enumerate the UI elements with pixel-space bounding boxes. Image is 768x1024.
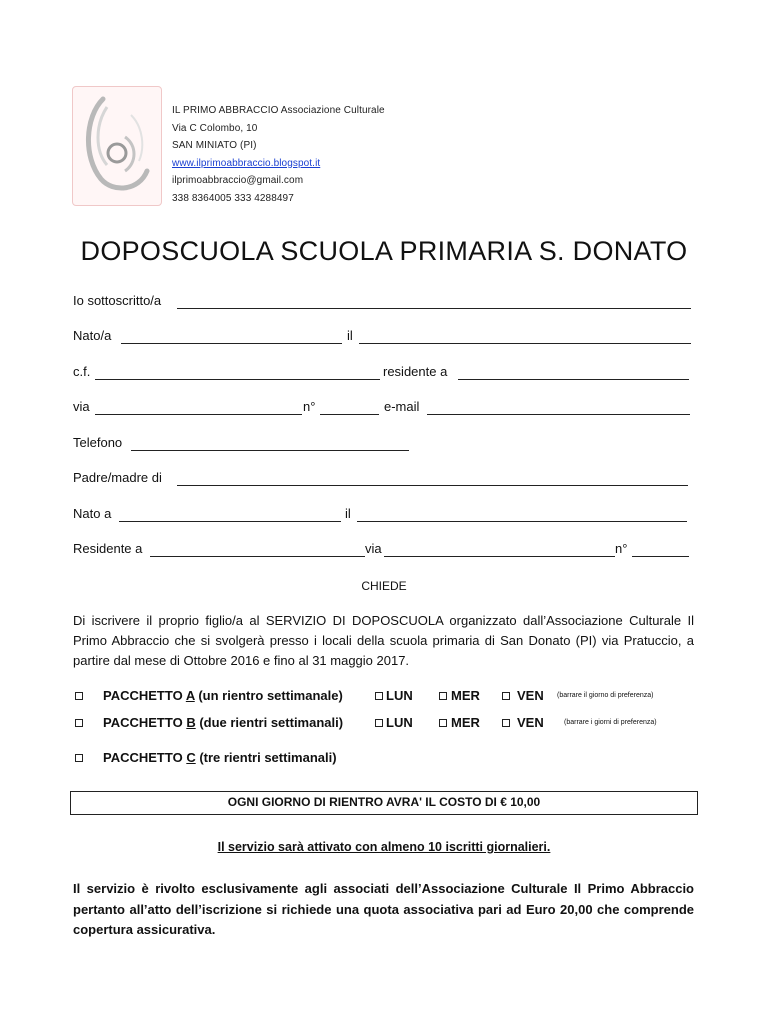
- membership-paragraph: Il servizio è rivolto esclusivamente agli associati dell’Associazione Culturale Il Primo Abbraccio pertanto all’atto dell’iscrizione si richiede una quota associativa pari ad Euro 20,00 che comprende copertura assicurativa.: [73, 881, 694, 937]
- nato-date-field[interactable]: [359, 343, 691, 344]
- nato-a-field[interactable]: [119, 521, 341, 522]
- package-b-lun-checkbox[interactable]: [375, 719, 383, 727]
- form-row-padre-madre: [73, 470, 691, 490]
- numero2-field[interactable]: [632, 556, 689, 557]
- package-b-note: (barrare i giorni di preferenza): [564, 719, 657, 726]
- package-b-ven-checkbox[interactable]: [502, 719, 510, 727]
- email-field[interactable]: [427, 414, 690, 415]
- package-a-lun-checkbox[interactable]: [375, 692, 383, 700]
- cf-label: c.f.: [73, 364, 91, 379]
- document-title: DOPOSCUOLA SCUOLA PRIMARIA S. DONATO: [80, 236, 688, 266]
- residente-a2-label: Residente a: [73, 541, 143, 556]
- chiede-heading: CHIEDE: [361, 579, 407, 593]
- association-email: ilprimoabbraccio@gmail.com: [172, 175, 304, 187]
- residente-field[interactable]: [458, 379, 689, 380]
- email-label: e-mail: [384, 399, 420, 414]
- association-logo: [72, 86, 162, 206]
- form-row-nato-a: [73, 506, 691, 526]
- form-row-residente: [73, 541, 691, 561]
- association-contact-block: [172, 102, 385, 208]
- package-a-ven-label: VEN: [517, 688, 544, 703]
- padre-madre-field[interactable]: [177, 485, 688, 486]
- package-b-checkbox[interactable]: [75, 719, 83, 727]
- package-b-label: PACCHETTO B (due rientri settimanali): [103, 715, 344, 730]
- telefono-field[interactable]: [131, 450, 409, 451]
- form-row-sottoscritto: [73, 293, 691, 313]
- residente-a2-field[interactable]: [150, 556, 365, 557]
- package-a-note: (barrare il giorno di preferenza): [557, 692, 654, 699]
- via2-label: via: [365, 541, 382, 556]
- il-label: il: [347, 328, 353, 343]
- nato-a-date-field[interactable]: [357, 521, 687, 522]
- package-c-row: [73, 750, 693, 768]
- package-a-mer-checkbox[interactable]: [439, 692, 447, 700]
- association-name: IL PRIMO ABBRACCIO Associazione Culturale: [172, 105, 385, 116]
- numero-field[interactable]: [320, 414, 379, 415]
- package-a-ven-checkbox[interactable]: [502, 692, 510, 700]
- mother-child-logo-icon: [73, 87, 161, 205]
- package-b-ven-label: VEN: [517, 715, 544, 730]
- il2-label: il: [345, 506, 351, 521]
- request-paragraph: Di iscrivere il proprio figlio/a al SERVIZIO DI DOPOSCUOLA organizzato dall’Associazione Culturale Il Primo Abbraccio che si svolgerà presso i locali della scuola primaria di San Donato (PI) via Pratuccio, a partire dal mese di Ottobre 2016 e fino al 31 maggio 2017.: [73, 613, 694, 668]
- form-row-via: [73, 399, 691, 419]
- numero-label: n°: [303, 399, 316, 414]
- association-website-link[interactable]: www.ilprimoabbraccio.blogspot.it: [172, 157, 321, 169]
- package-a-lun-label: LUN: [386, 688, 413, 703]
- package-c-checkbox[interactable]: [75, 754, 83, 762]
- package-a-mer-label: MER: [451, 688, 480, 703]
- package-c-label: PACCHETTO C (tre rientri settimanali): [103, 750, 337, 765]
- package-b-lun-label: LUN: [386, 715, 413, 730]
- package-a-label: PACCHETTO A (un rientro settimanale): [103, 688, 343, 703]
- numero2-label: n°: [615, 541, 628, 556]
- association-phones: 338 8364005 333 4288497: [172, 192, 294, 204]
- package-a-row: [73, 688, 693, 706]
- form-row-nato: [73, 328, 691, 348]
- residente-label: residente a: [383, 364, 448, 379]
- form-row-cf: [73, 364, 691, 384]
- nato-label: Nato/a: [73, 328, 112, 343]
- nato-field[interactable]: [121, 343, 342, 344]
- nato-a-label: Nato a: [73, 506, 112, 521]
- sottoscritto-label: Io sottoscritto/a: [73, 293, 162, 308]
- via-field[interactable]: [95, 414, 302, 415]
- via-label: via: [73, 399, 90, 414]
- via2-field[interactable]: [384, 556, 615, 557]
- package-a-checkbox[interactable]: [75, 692, 83, 700]
- cost-notice-box: OGNI GIORNO DI RIENTRO AVRA' IL COSTO DI € 10,00: [70, 791, 698, 815]
- cf-field[interactable]: [95, 379, 380, 380]
- form-row-telefono: [73, 435, 691, 455]
- association-city: SAN MINIATO (PI): [172, 140, 257, 152]
- activation-notice: Il servizio sarà attivato con almeno 10 iscritti giornalieri.: [217, 840, 551, 854]
- telefono-label: Telefono: [73, 435, 123, 450]
- package-b-mer-checkbox[interactable]: [439, 719, 447, 727]
- sottoscritto-field[interactable]: [177, 308, 691, 309]
- package-b-mer-label: MER: [451, 715, 480, 730]
- padre-madre-label: Padre/madre di: [73, 470, 162, 485]
- package-b-row: [73, 715, 693, 733]
- association-address: Via C Colombo, 10: [172, 122, 258, 134]
